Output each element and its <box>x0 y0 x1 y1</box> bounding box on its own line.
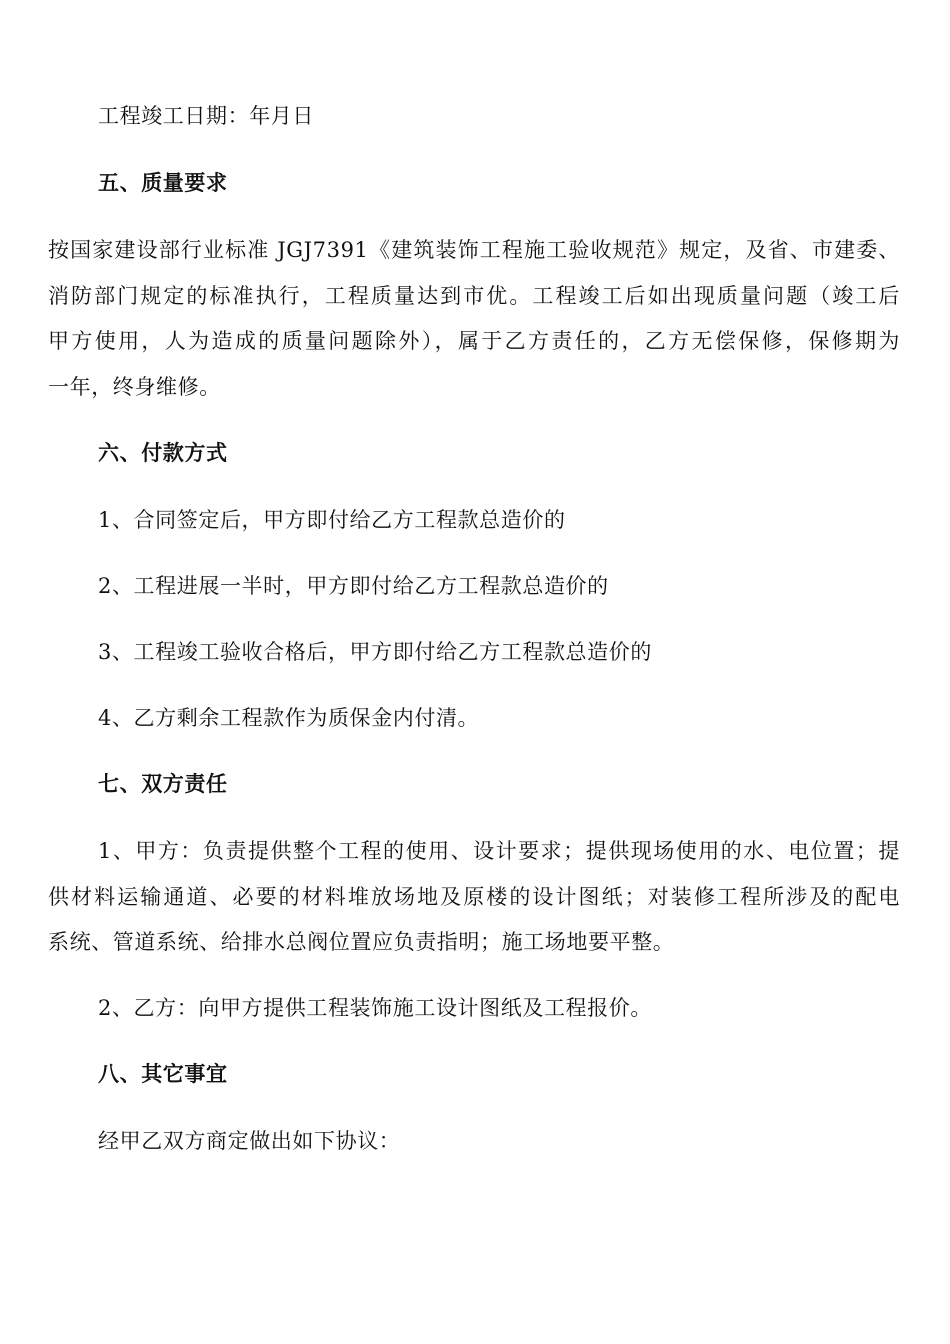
section-7-heading: 七、双方责任 <box>98 771 228 796</box>
completion-date: 工程竣工日期：年月日 <box>98 104 314 128</box>
section-8-heading: 八、其它事宜 <box>98 1061 228 1086</box>
party-a-line: 1、甲方：负责提供整个工程的使用、设计要求；提供现场使用的水、电位置；提 <box>98 839 900 863</box>
section-6-heading: 六、付款方式 <box>98 440 228 465</box>
party-a-line: 供材料运输通道、必要的材料堆放场地及原楼的设计图纸；对装修工程所涉及的配电 <box>48 885 900 909</box>
section-5-heading: 五、质量要求 <box>98 170 228 195</box>
section-5-line: 按国家建设部行业标准 JGJ7391《建筑装饰工程施工验收规范》规定，及省、市建委、 <box>48 238 900 262</box>
payment-item: 3、工程竣工验收合格后，甲方即付给乙方工程款总造价的 <box>98 640 652 664</box>
section-8-intro: 经甲乙双方商定做出如下协议： <box>98 1129 401 1153</box>
party-a-line: 系统、管道系统、给排水总阀位置应负责指明；施工场地要平整。 <box>48 930 675 954</box>
payment-item: 2、工程进展一半时，甲方即付给乙方工程款总造价的 <box>98 574 609 598</box>
section-5-line: 甲方使用，人为造成的质量问题除外），属于乙方责任的，乙方无偿保修，保修期为 <box>48 329 900 353</box>
payment-item: 1、合同签定后，甲方即付给乙方工程款总造价的 <box>98 508 566 532</box>
section-5-line: 一年，终身维修。 <box>48 375 221 399</box>
section-5-line: 消防部门规定的标准执行，工程质量达到市优。工程竣工后如出现质量问题（竣工后 <box>48 284 900 308</box>
party-b-responsibility: 2、乙方：向甲方提供工程装饰施工设计图纸及工程报价。 <box>98 996 652 1020</box>
payment-item: 4、乙方剩余工程款作为质保金内付清。 <box>98 706 480 730</box>
